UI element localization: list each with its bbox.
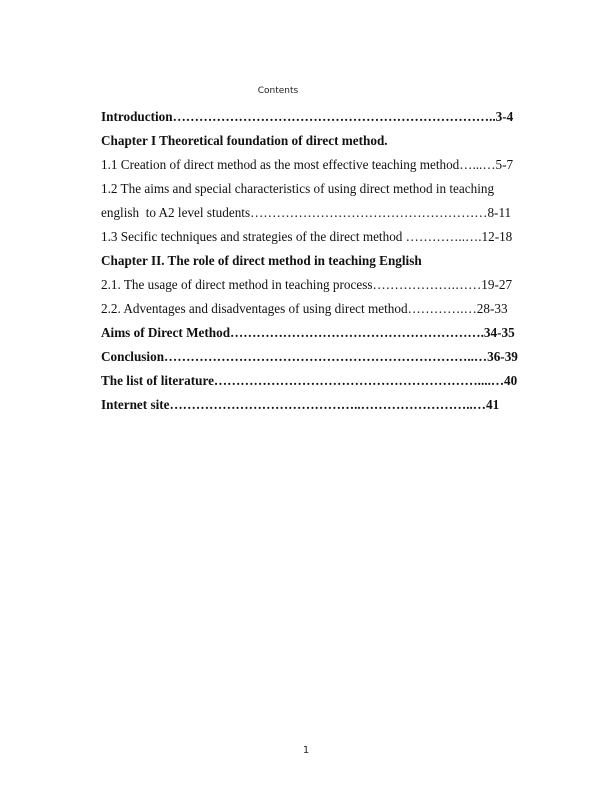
contents-heading: Contents	[257, 86, 299, 96]
toc-entry-conclusion: Conclusion……………………………………………………………..…36-39	[101, 349, 518, 364]
toc-entry-1-2-continued: english to A2 level students………………………………………………8-11	[101, 205, 512, 220]
toc-entry-chapter-2: Chapter II. The role of direct method in teaching English	[101, 253, 422, 268]
toc-entry-2-1: 2.1. The usage of direct method in teaching process……………….……19-27	[101, 277, 513, 292]
toc-entry-aims: Aims of Direct Method………………………………………………….34-35	[101, 325, 515, 340]
toc-entry-1-3: 1.3 Secific techniques and strategies of the direct method …………..….12-18	[101, 229, 513, 244]
toc-entry-1-2: 1.2 The aims and special characteristics of using direct method in teaching	[101, 181, 495, 196]
toc-entry-2-2: 2.2. Adventages and disadvеntages of using direct method………….…28-33	[101, 301, 508, 316]
toc-entry-chapter-1: Chapter I Theoretical foundation of direct method.	[101, 133, 388, 148]
toc-entry-introduction: Introduction………………………………………………………………..3-4	[101, 109, 514, 124]
toc-entry-literature: The list of literature……………………………………………………....…40	[101, 373, 518, 388]
toc-entry-1-1: 1.1 Creation of direct method as the most effective teaching method…...…5-7	[101, 157, 514, 172]
toc-entry-internet-site: Internet site……………………………………..……………………..…41	[101, 397, 500, 412]
page-number: 1	[302, 745, 310, 756]
